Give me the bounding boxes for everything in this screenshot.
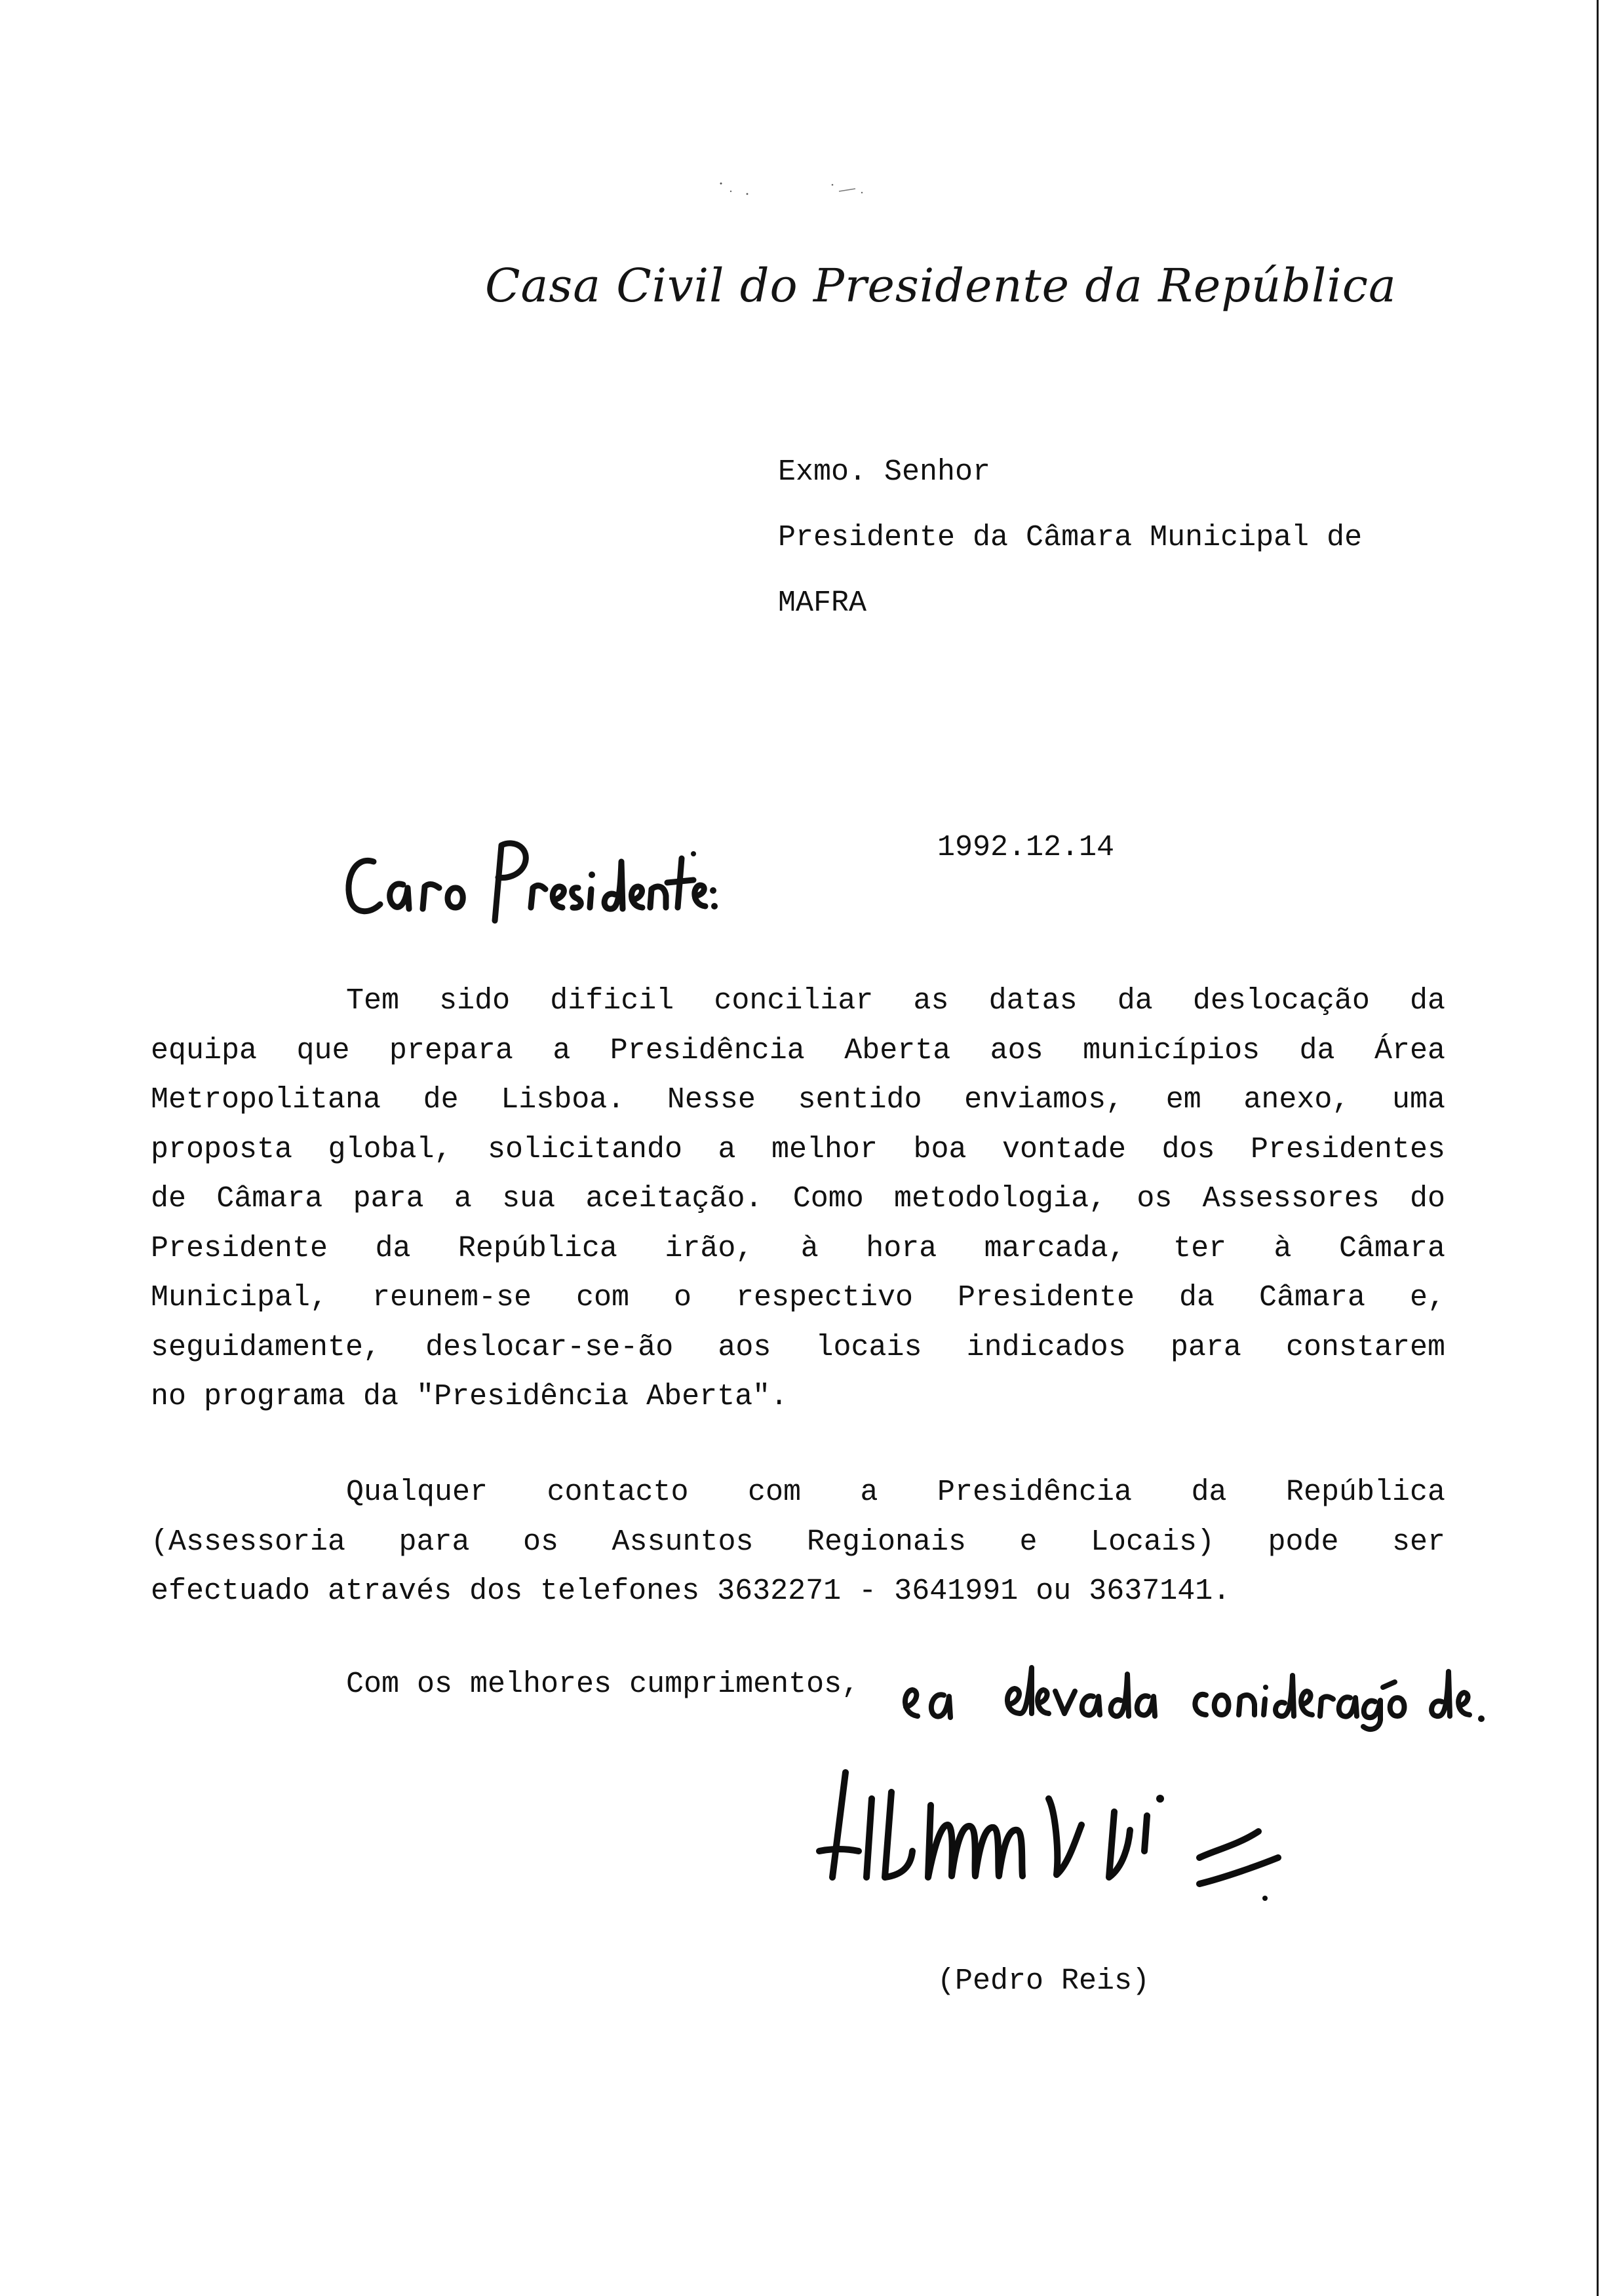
paragraph-1-line: Municipal, reunem-se com o respectivo Presidente da Câmara e, [151,1281,1445,1314]
recipient-line-1: Exmo. Senhor [778,455,991,489]
handwritten-salutation [334,822,728,934]
scan-specks [708,177,878,203]
body-paragraph-2 [151,1468,1445,1617]
signer-name: (Pedro Reis) [937,1964,1150,1998]
paragraph-1-line: Metropolitana de Lisboa. Nesse sentido enviamos, em anexo, uma [151,1083,1445,1117]
paragraph-1-line: Presidente da República irão, à hora marcada, ter à Câmara [151,1231,1445,1265]
paragraph-1-line: equipa que prepara a Presidência Aberta aos municípios da Área [151,1033,1445,1067]
paragraph-1-line: no programa da "Presidência Aberta". [151,1380,788,1413]
paragraph-2-line: efectuado através dos telefones 3632271 - 3641991 ou 3637141. [151,1575,1231,1608]
paragraph-2-line: Qualquer contacto com a Presidência da República [346,1476,1445,1509]
letter-date: 1992.12.14 [937,831,1115,864]
recipient-line-2: Presidente da Câmara Municipal de [778,521,1363,554]
scan-edge-line [1597,0,1599,2296]
letterhead-title: Casa Civil do Presidente da República [485,259,1397,313]
paragraph-1-line: seguidamente, deslocar-se-ão aos locais indicados para constarem [151,1330,1445,1364]
signature [806,1753,1331,1923]
paragraph-1-line: Tem sido dificil conciliar as datas da deslocação da [346,984,1445,1018]
paragraph-1-line: proposta global, solicitando a melhor boa vontade dos Presidentes [151,1132,1445,1166]
paragraph-1-line: de Câmara para a sua aceitação. Como metodologia, os Assessores do [151,1182,1445,1215]
handwritten-closing [898,1648,1488,1733]
paragraph-2-line: (Assessoria para os Assuntos Regionais e Locais) pode ser [151,1525,1445,1559]
body-paragraph-1 [151,976,1445,1422]
recipient-line-3: MAFRA [778,586,867,620]
closing-phrase: Com os melhores cumprimentos, [346,1668,860,1701]
